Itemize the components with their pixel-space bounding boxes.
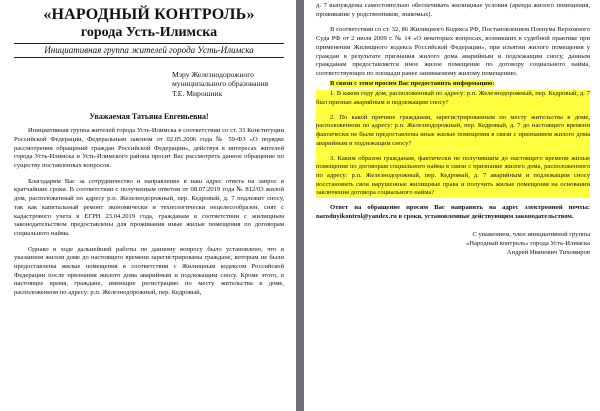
- document-page-left: [0, 0, 296, 411]
- signature-line: «Народный контроль» города Усть-Илимска: [465, 240, 590, 248]
- header-title: «НАРОДНЫЙ КОНТРОЛЬ»: [43, 6, 255, 23]
- question-2: 2. По какой причине гражданам, зарегистрированным по месту жительства в доме, расположенном по адресу: р.п. Железнодорожный, пер. Кедровый, д. 7 до настоящего времени фактически не были предоставлены иные жилые помещения в связи с признанием жилого дома аварийным и подлежащим сносу?: [316, 113, 590, 147]
- greeting: Уважаемая Татьяна Евгеньевна!: [89, 112, 209, 122]
- header-subtitle: Инициативная группа жителей города Усть-Илимска: [14, 43, 284, 58]
- paragraph-intro: Инициативная группа жителей города Усть-Илимска в соответствии со ст. 33 Конституции Российской Федерации, Федеральным законом от 02.05.2006 года № 59-ФЗ «О порядке рассмотрения обращений граждан Российской Федерации», действуя в интересах жителей города Усть-Илимска и Усть-Илимского района просит Вас рассмотреть данное обращение по существу поставленных вопросов.: [14, 127, 284, 170]
- question-3: 3. Каким образом гражданам, фактически не получившим до настоящего времени жилые помещения по договорам социального найма в связи с признание жилого дома, расположенного по адресу: р.п. Железнодорожный, пер. Кедровый, д. 7 аварийным и подлежащим сносу восстановить свои нарушенные жилищные права и получить жилые помещения на основании заключения договора социального найма?: [316, 154, 590, 197]
- request-heading: В связи с этим просим Вас предоставить информацию:: [330, 79, 495, 87]
- signature-name: Андрей Иванович Тихомиров: [506, 248, 590, 256]
- header-city: города Усть-Илимска: [80, 25, 218, 40]
- page-separator: [296, 0, 304, 411]
- paragraph-continuation: д. 7 вынуждены самостоятельно обеспечивать жилищные условия (аренда жилого помещения, проживание у родственников, знакомых).: [316, 2, 590, 18]
- closing-request: Ответ на обращение просим Вас направить на адрес электронной почты: narodnyikontrol@yandex.ru в сроки, установленные действующим законодательством.: [316, 204, 590, 220]
- addressee-block: [172, 70, 284, 98]
- signature-line: С уважением, член инициативной группы: [472, 231, 590, 239]
- addressee-line: муниципального образования: [172, 79, 269, 89]
- highlighted-questions: [316, 90, 590, 198]
- addressee-line: Т.Е. Мирошник: [172, 88, 223, 98]
- paragraph-legal-basis: В соответствии со ст. 32, 86 Жилищного Кодекса РФ, Постановлением Пленума Верховного Суда РФ от 2 июля 2009 г. № 14 «О некоторых вопросах, возникших в судебной практике при применении Жилищного кодекса Российской Федерации», при изъятии жилого помещения у граждан в результате признания жилого дома аварийным и подлежащим сносу, данным гражданам предоставляется иное жилое помещение по договору социального найма, соответствующее по площади ранее занимаемому жилому помещению.: [316, 26, 590, 77]
- addressee-line: Мэру Железнодорожного: [172, 70, 254, 79]
- paragraph-findings: Однако в ходе дальнейшей работы по данному вопросу было установлено, что в указанном жилом доме до настоящего времени зарегистрированы граждане, которым не были предоставлены жилые помещения в соответствии с Жилищным кодексом Российской Федерации после признания жилого дома аварийным и подлежащим сносу. Кроме этого, в настоящее время, граждане, имеющие регистрацию по месту жительства в доме, расположенном по адресу: р.п. Железнодорожный, пер. Кедровый,: [14, 245, 284, 297]
- paragraph-thanks: Благодарим Вас за сотрудничество и направление в наш адрес ответа на запрос в кратчайшие сроки. В соответствии с полученным ответом от 08.07.2019 года № 812/03 жилой дом, расположенный по адресу р.п. Железнодорожный, пер. Кедровый, д. 7 подлежит сносу, так как капитальный ремонт экономически и технологически нецелесообразен, снят с кадастрового учета в ЕГРН 23.04.2019 года, гражданам в соответствии с жилищным законодательством предоставлены для проживания иные жилые помещения по договорам социального найма.: [14, 177, 284, 237]
- question-1: 1. В каком году дом, расположенный по адресу: р.п. Железнодорожный, пер. Кедровый, д. 7 был признан аварийным и подлежащим сносу?: [316, 90, 590, 107]
- document-page-right: [304, 0, 600, 411]
